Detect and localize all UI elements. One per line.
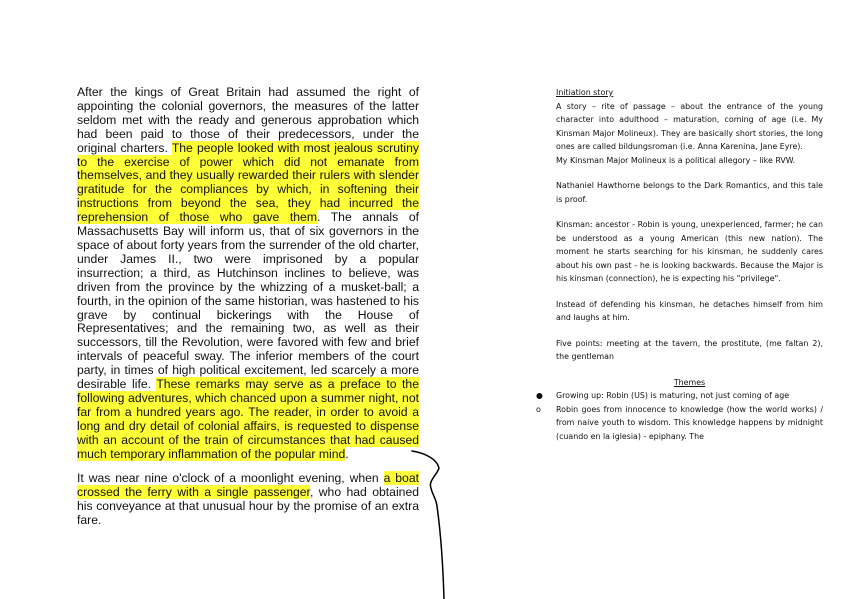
- theme-text: Growing up: Robin (US) is maturing, not just coming of age: [556, 391, 790, 400]
- notes-paragraph-allegory: My Kinsman Major Molineux is a political allegory – like RVW.: [556, 155, 796, 165]
- notes-heading-initiation: Initiation story: [556, 88, 614, 97]
- text-run: . The annals of Massachusetts Bay will inform us, that of six governors in the space of about forty years from the surrender of the old charter, under James II., two were imprisoned by a popular insurrection; a third, as Hutchinson inclines to believe, was driven from the province by the whizzing of a musket-ball; a fourth, in the opinion of the same historian, was hastened to his grave by continual bickerings with the House of Representatives; and the remaining two, as well as their successors, till the Revolution, were favored with few and brief intervals of peaceful sway. The inferior members of the court party, in times of high political excitement, led scarcely a more desirable life.: [77, 210, 419, 392]
- notes-paragraph-defending: Instead of defending his kinsman, he detaches himself from him and laughs at him.: [556, 299, 823, 322]
- study-notes: [536, 86, 823, 443]
- notes-paragraph-hawthorne: Nathaniel Hawthorne belongs to the Dark Romantics, and this tale is proof.: [556, 181, 823, 204]
- bullet-icon: o: [536, 404, 541, 414]
- bullet-icon: ●: [536, 391, 543, 400]
- themes-list: [536, 389, 823, 443]
- theme-text: Robin goes from innocence to knowledge (how the world works) / from naive youth to wisdom. This knowledge happens by midnight (cuando en la iglesia) - epiphany. The: [556, 404, 823, 441]
- notes-paragraph-five-points: Five points: meeting at the tavern, the prostitute, (me faltan 2), the gentleman: [556, 338, 823, 361]
- text-run: It was near nine o'clock of a moonlight evening, when: [77, 471, 384, 486]
- highlighted-text: These remarks may serve as a preface to the following adventures, which chanced upon a summer night, not far from a hundred years ago. The reader, in order to avoid a long and dry detail of colonial affairs, is requested to dispense with an account of the train of circumstances that had caused much temporary inflammation of the popular mind: [77, 377, 419, 461]
- text-run: .: [345, 446, 349, 461]
- notes-paragraph-kinsman: Kinsman: ancestor - Robin is young, unexperienced, farmer; he can be understood as a young American (this new nation). The moment he starts searching for his kinsman, he suddenly cares about his own past - he is looking backwards. Because the Major is his kinsman (connection), he is expecting his "privilege".: [556, 220, 823, 283]
- text-run: After the kings of Great Britain had assumed the right of appointing the colonial governors, the measures of the latter seldom met with the ready and generous approbation which had been paid to those of their predecessors, under the original charters.: [77, 85, 419, 155]
- highlighted-text: The people looked with most jealous scrutiny to the exercise of power which did not emanate from themselves, and they usually rewarded their rulers with slender gratitude for the compliances by which, in softening their instructions from beyond the sea, they had incurred the reprehension of those who gave them: [77, 140, 419, 225]
- list-item: [536, 403, 823, 444]
- notes-heading-themes: Themes: [673, 377, 706, 387]
- text-run: , who had obtained his conveyance at that unusual hour by the promise of an extra fare.: [77, 485, 419, 528]
- list-item: [536, 389, 823, 403]
- notes-paragraph-initiation: A story – rite of passage – about the entrance of the young character into adulthood – maturation, coming of age (i.e. My Kinsman Major Molineux). They are basically short stories, the long ones are called bildungsroman (i.e. Anna Karenina, Jane Eyre).: [556, 101, 823, 151]
- highlighted-text: a boat crossed the ferry with a single passenger: [77, 471, 419, 500]
